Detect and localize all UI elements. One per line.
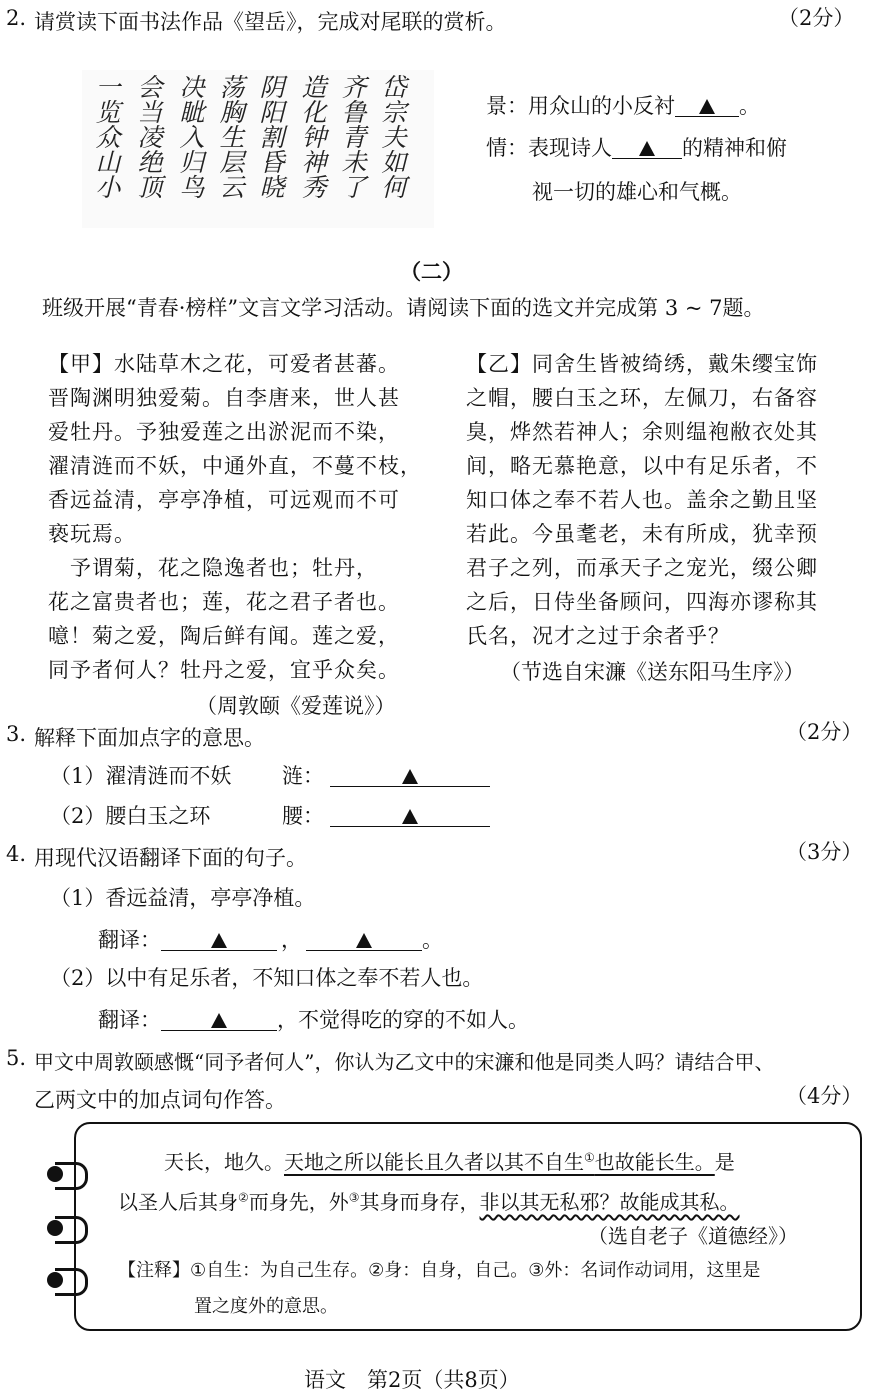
q4-item-2-blank[interactable]	[161, 1010, 277, 1031]
q2-emotion-line2: 视一切的雄心和气概。	[532, 180, 742, 204]
q3-item-2-blank[interactable]	[330, 806, 490, 827]
footnote-1: ①	[584, 1150, 595, 1165]
quote-1d: 是	[714, 1150, 735, 1174]
yi-line: 知口体之奉不若人也。盖余之勤且坚	[466, 488, 818, 512]
triangle-marker-icon	[402, 769, 418, 784]
q4-item-1-label: 翻译：	[98, 928, 161, 952]
q2-emotion-mid: 的精神和俯	[682, 136, 787, 160]
jia-line: 【甲】水陆草木之花，可爱者甚蕃。	[48, 352, 400, 376]
quote-source: （选自老子《道德经》）	[588, 1224, 798, 1248]
q3-number: 3.	[6, 722, 27, 746]
q4-item-2-label: 翻译：	[98, 1008, 161, 1032]
page-footer: 语文 第2页（共8页）	[304, 1368, 520, 1392]
q2-scene-label: 景：用众山的小反衬	[486, 94, 675, 118]
jia-line: 香远益清，亭亭净植，可远观而不可	[48, 488, 400, 512]
q2-scene-line	[486, 90, 760, 120]
q3-text: 解释下面加点字的意思。	[34, 726, 265, 750]
triangle-marker-icon	[639, 141, 655, 156]
quote-2a: 以圣人后其身	[118, 1190, 238, 1214]
jia-line: 花之富贵者也；莲，花之君子者也。	[48, 590, 400, 614]
calligraphy-col-7: 会当凌绝顶	[134, 74, 163, 199]
yi-line: 臭，烨然若神人；余则缊袍敝衣处其	[466, 420, 818, 444]
q4-number: 4.	[6, 842, 27, 866]
q2-emotion-line	[486, 132, 787, 162]
q4-item-1: （1）香远益清，亭亭净植。	[50, 886, 316, 910]
q4-item-1-end: 。	[422, 928, 443, 952]
jia-line: 亵玩焉。	[48, 522, 136, 546]
triangle-marker-icon	[211, 933, 227, 948]
binder-ring-icon	[47, 1162, 85, 1188]
triangle-marker-icon	[356, 933, 372, 948]
q4-score: （3分）	[786, 840, 863, 864]
jia-line: 爱牡丹。予独爱莲之出淤泥而不染，	[48, 420, 400, 444]
q3-item-2	[50, 800, 490, 830]
footnote-2: ②	[238, 1190, 249, 1205]
note-line-1: 【注释】①自生：为自己生存。②身：自身，自己。③外：名词作动词用，这里是	[118, 1260, 761, 1281]
calligraphy-col-8: 一览众山小	[92, 74, 121, 199]
jia-line: 噫！菊之爱，陶后鲜有闻。莲之爱，	[48, 624, 400, 648]
yi-line: 间，略无慕艳意，以中有足乐者，不	[466, 454, 818, 478]
yi-line: 之帽，腰白玉之环，左佩刀，右备容	[466, 386, 818, 410]
q4-item-2-answer	[98, 1004, 529, 1034]
triangle-marker-icon	[211, 1013, 227, 1028]
calligraphy-image	[82, 70, 434, 228]
yi-line: 之后，日侍坐备顾问，四海亦谬称其	[466, 590, 818, 614]
quote-2c: 其身而身存，	[359, 1190, 480, 1214]
q5-number: 5.	[6, 1046, 27, 1070]
jia-line: 同予者何人？牡丹之爱，宜乎众矣。	[48, 658, 400, 682]
binder-ring-icon	[47, 1268, 85, 1294]
binder-ring-icon	[47, 1216, 85, 1242]
section-heading: （二）	[400, 259, 463, 284]
jia-line: 晋陶渊明独爱菊。自李唐来，世人甚	[48, 386, 400, 410]
calligraphy-col-4: 阴阳割昏晓	[256, 74, 285, 199]
triangle-marker-icon	[402, 809, 418, 824]
q4-item-1-blank-b[interactable]	[306, 930, 422, 951]
q3-item-1-label: （1）濯清涟而不妖	[50, 764, 232, 788]
jia-line: 予谓菊，花之隐逸者也；牡丹，	[48, 556, 378, 580]
calligraphy-col-2: 齐鲁青未了	[338, 74, 367, 199]
quote-2b: 而身先，外	[248, 1190, 349, 1214]
q3-item-2-label: （2）腰白玉之环	[50, 804, 211, 828]
q5-text-2: 乙两文中的加点词句作答。	[34, 1088, 286, 1112]
q3-item-1	[50, 760, 490, 790]
q2-emotion-label: 情：表现诗人	[486, 136, 612, 160]
quote-1c-text: 也故能长生。	[594, 1150, 715, 1174]
yi-line: 若此。今虽耄老，未有所成，犹幸预	[466, 522, 818, 546]
jia-source: （周敦颐《爱莲说》）	[196, 694, 396, 718]
q2-text: 请赏读下面书法作品《望岳》，完成对尾联的赏析。	[34, 10, 507, 34]
calligraphy-col-5: 荡胸生层云	[216, 74, 245, 199]
calligraphy-col-1: 岱宗夫如何	[378, 74, 407, 199]
q3-score: （2分）	[786, 720, 863, 744]
q3-item-2-word: 腰：	[282, 804, 324, 828]
q4-item-1-answer	[98, 924, 443, 954]
q2-number: 2.	[6, 6, 27, 30]
quote-2d: 非以其无私邪？故能成其私。	[479, 1190, 740, 1214]
q2-scene-end: 。	[739, 94, 760, 118]
q4-item-1-sep: ，	[281, 928, 302, 952]
yi-line: 君子之列，而承天子之宠光，缀公卿	[466, 556, 818, 580]
q2-score: （2分）	[778, 6, 855, 30]
q4-item-2: （2）以中有足乐者，不知口体之奉不若人也。	[50, 966, 484, 990]
q5-text: 甲文中周敦颐感慨“同予者何人”，你认为乙文中的宋濂和他是同类人吗？请结合甲、	[34, 1050, 775, 1074]
calligraphy-col-6: 决眦入归鸟	[176, 74, 205, 199]
jia-line: 濯清涟而不妖，中通外直，不蔓不枝，	[48, 454, 422, 478]
note-line-2: 置之度外的意思。	[194, 1296, 338, 1317]
quote-1b	[284, 1150, 715, 1174]
yi-source: （节选自宋濂《送东阳马生序》）	[500, 660, 805, 684]
footnote-3: ③	[348, 1190, 360, 1205]
q4-item-2-rest: ，不觉得吃的穿的不如人。	[277, 1008, 529, 1032]
section-intro: 班级开展“青春·榜样”文言文学习活动。请阅读下面的选文并完成第 3 ~ 7题。	[42, 296, 765, 320]
quote-line-2	[118, 1186, 740, 1215]
yi-line: 氏名，况才之过于余者乎？	[466, 624, 730, 648]
q5-score: （4分）	[786, 1084, 863, 1108]
quote-1b-text: 天地之所以能长且久者以其不自生	[284, 1150, 584, 1174]
quote-line-1	[164, 1146, 735, 1175]
triangle-marker-icon	[699, 99, 715, 114]
yi-line: 【乙】同舍生皆被绮绣，戴朱缨宝饰	[466, 352, 818, 376]
q4-item-1-blank-a[interactable]	[161, 930, 277, 951]
q2-emotion-blank[interactable]	[612, 138, 682, 159]
q3-item-1-blank[interactable]	[330, 766, 490, 787]
calligraphy-col-3: 造化钟神秀	[298, 74, 327, 199]
q2-scene-blank[interactable]	[675, 96, 739, 117]
q4-text: 用现代汉语翻译下面的句子。	[34, 846, 307, 870]
quote-1a: 天长，地久。	[164, 1150, 284, 1174]
q3-item-1-word: 涟：	[282, 764, 324, 788]
